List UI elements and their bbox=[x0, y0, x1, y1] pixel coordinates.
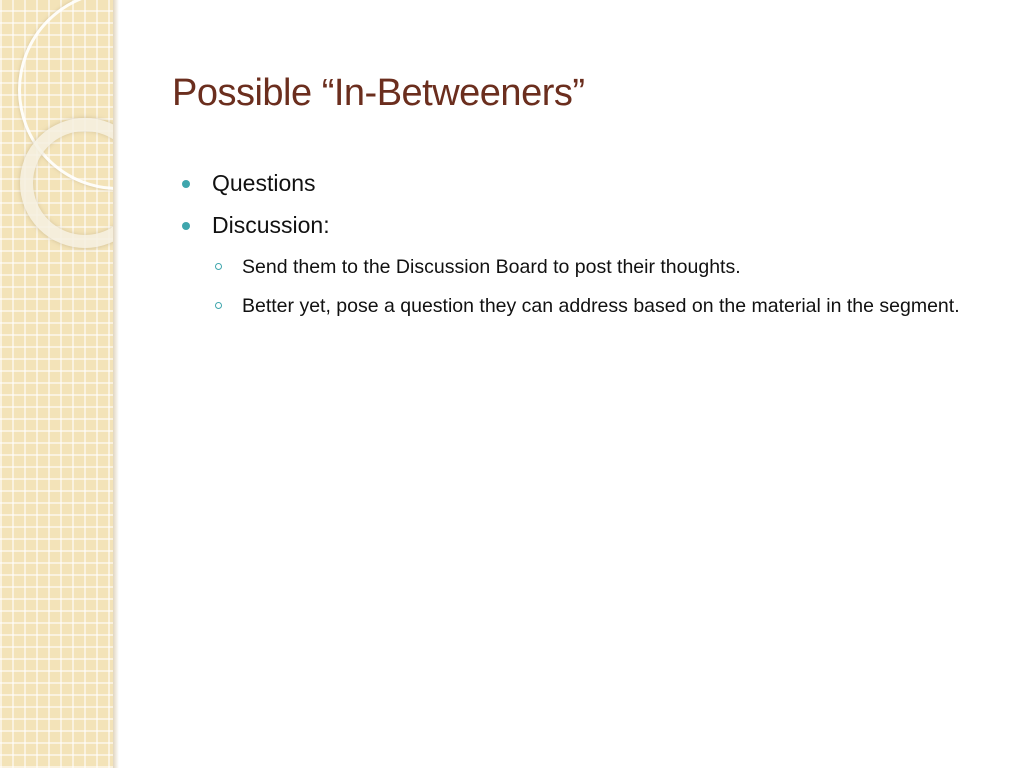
bullet-item-discussion bbox=[172, 210, 962, 240]
decorative-side-panel bbox=[0, 0, 113, 768]
slide-content bbox=[172, 168, 962, 330]
sub-bullet-circle-icon bbox=[215, 302, 222, 309]
bullet-text: Discussion: bbox=[212, 212, 330, 238]
sub-bullet-circle-icon bbox=[215, 263, 222, 270]
sub-bullet-item bbox=[172, 252, 962, 282]
bullet-dot-icon bbox=[182, 180, 190, 188]
sub-bullet-text: Send them to the Discussion Board to post their thoughts. bbox=[242, 256, 741, 278]
bullet-dot-icon bbox=[182, 222, 190, 230]
sub-bullet-item bbox=[172, 291, 962, 321]
bullet-text: Questions bbox=[212, 170, 316, 196]
slide-title: Possible “In-Betweeners” bbox=[172, 72, 585, 114]
bullet-item-questions bbox=[172, 168, 962, 198]
side-panel-shadow bbox=[113, 0, 119, 768]
sub-bullet-text: Better yet, pose a question they can address based on the material in the segment. bbox=[242, 295, 960, 317]
